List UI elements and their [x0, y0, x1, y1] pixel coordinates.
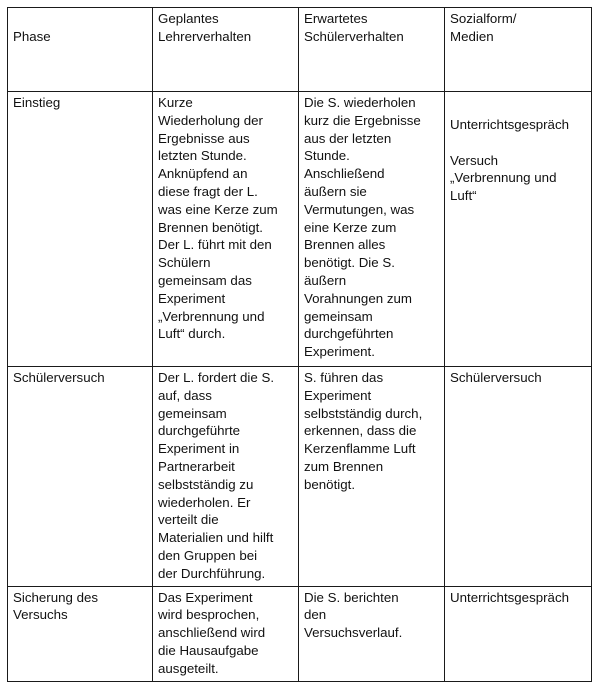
cell-teacher: Kurze Wiederholung der Ergebnisse aus letzten Stunde. Anknüpfend an diese fragt der L. was eine Kerze zum Brennen benötigt. Der L. führt mit den Schülern gemeinsam das Experiment „Verbrennung und Luft“ durch.	[153, 92, 299, 367]
cell-media: Schülerversuch	[445, 367, 592, 587]
header-row	[8, 8, 592, 92]
cell-teacher: Das Experiment wird besprochen, anschließend wird die Hausaufgabe ausgeteilt.	[153, 586, 299, 681]
header-phase: Phase	[8, 8, 153, 92]
cell-media: Unterrichtsgespräch	[445, 586, 592, 681]
cell-phase: Sicherung des Versuchs	[8, 586, 153, 681]
header-student: Erwartetes Schülerverhalten	[299, 8, 445, 92]
table-row-sicherung	[8, 586, 592, 681]
cell-student: Die S. wiederholen kurz die Ergebnisse aus der letzten Stunde. Anschließend äußern sie Vermutungen, was eine Kerze zum Brennen alles benötigt. Die S. äußern Vorahnungen zum gemeinsam durchgeführten Experiment.	[299, 92, 445, 367]
cell-phase: Schülerversuch	[8, 367, 153, 587]
table-row-schuelerversuch	[8, 367, 592, 587]
header-teacher: Geplantes Lehrerverhalten	[153, 8, 299, 92]
cell-phase: Einstieg	[8, 92, 153, 367]
cell-media: Unterrichtsgespräch Versuch „Verbrennung und Luft“	[445, 92, 592, 367]
table-row-einstieg	[8, 92, 592, 367]
cell-student: S. führen das Experiment selbstständig durch, erkennen, dass die Kerzenflamme Luft zum Brennen benötigt.	[299, 367, 445, 587]
header-media: Sozialform/ Medien	[445, 8, 592, 92]
cell-teacher: Der L. fordert die S. auf, dass gemeinsam durchgeführte Experiment in Partnerarbeit selbstständig zu wiederholen. Er verteilt die Materialien und hilft den Gruppen bei der Durchführung.	[153, 367, 299, 587]
cell-student: Die S. berichten den Versuchsverlauf.	[299, 586, 445, 681]
lesson-plan-table	[7, 7, 592, 682]
